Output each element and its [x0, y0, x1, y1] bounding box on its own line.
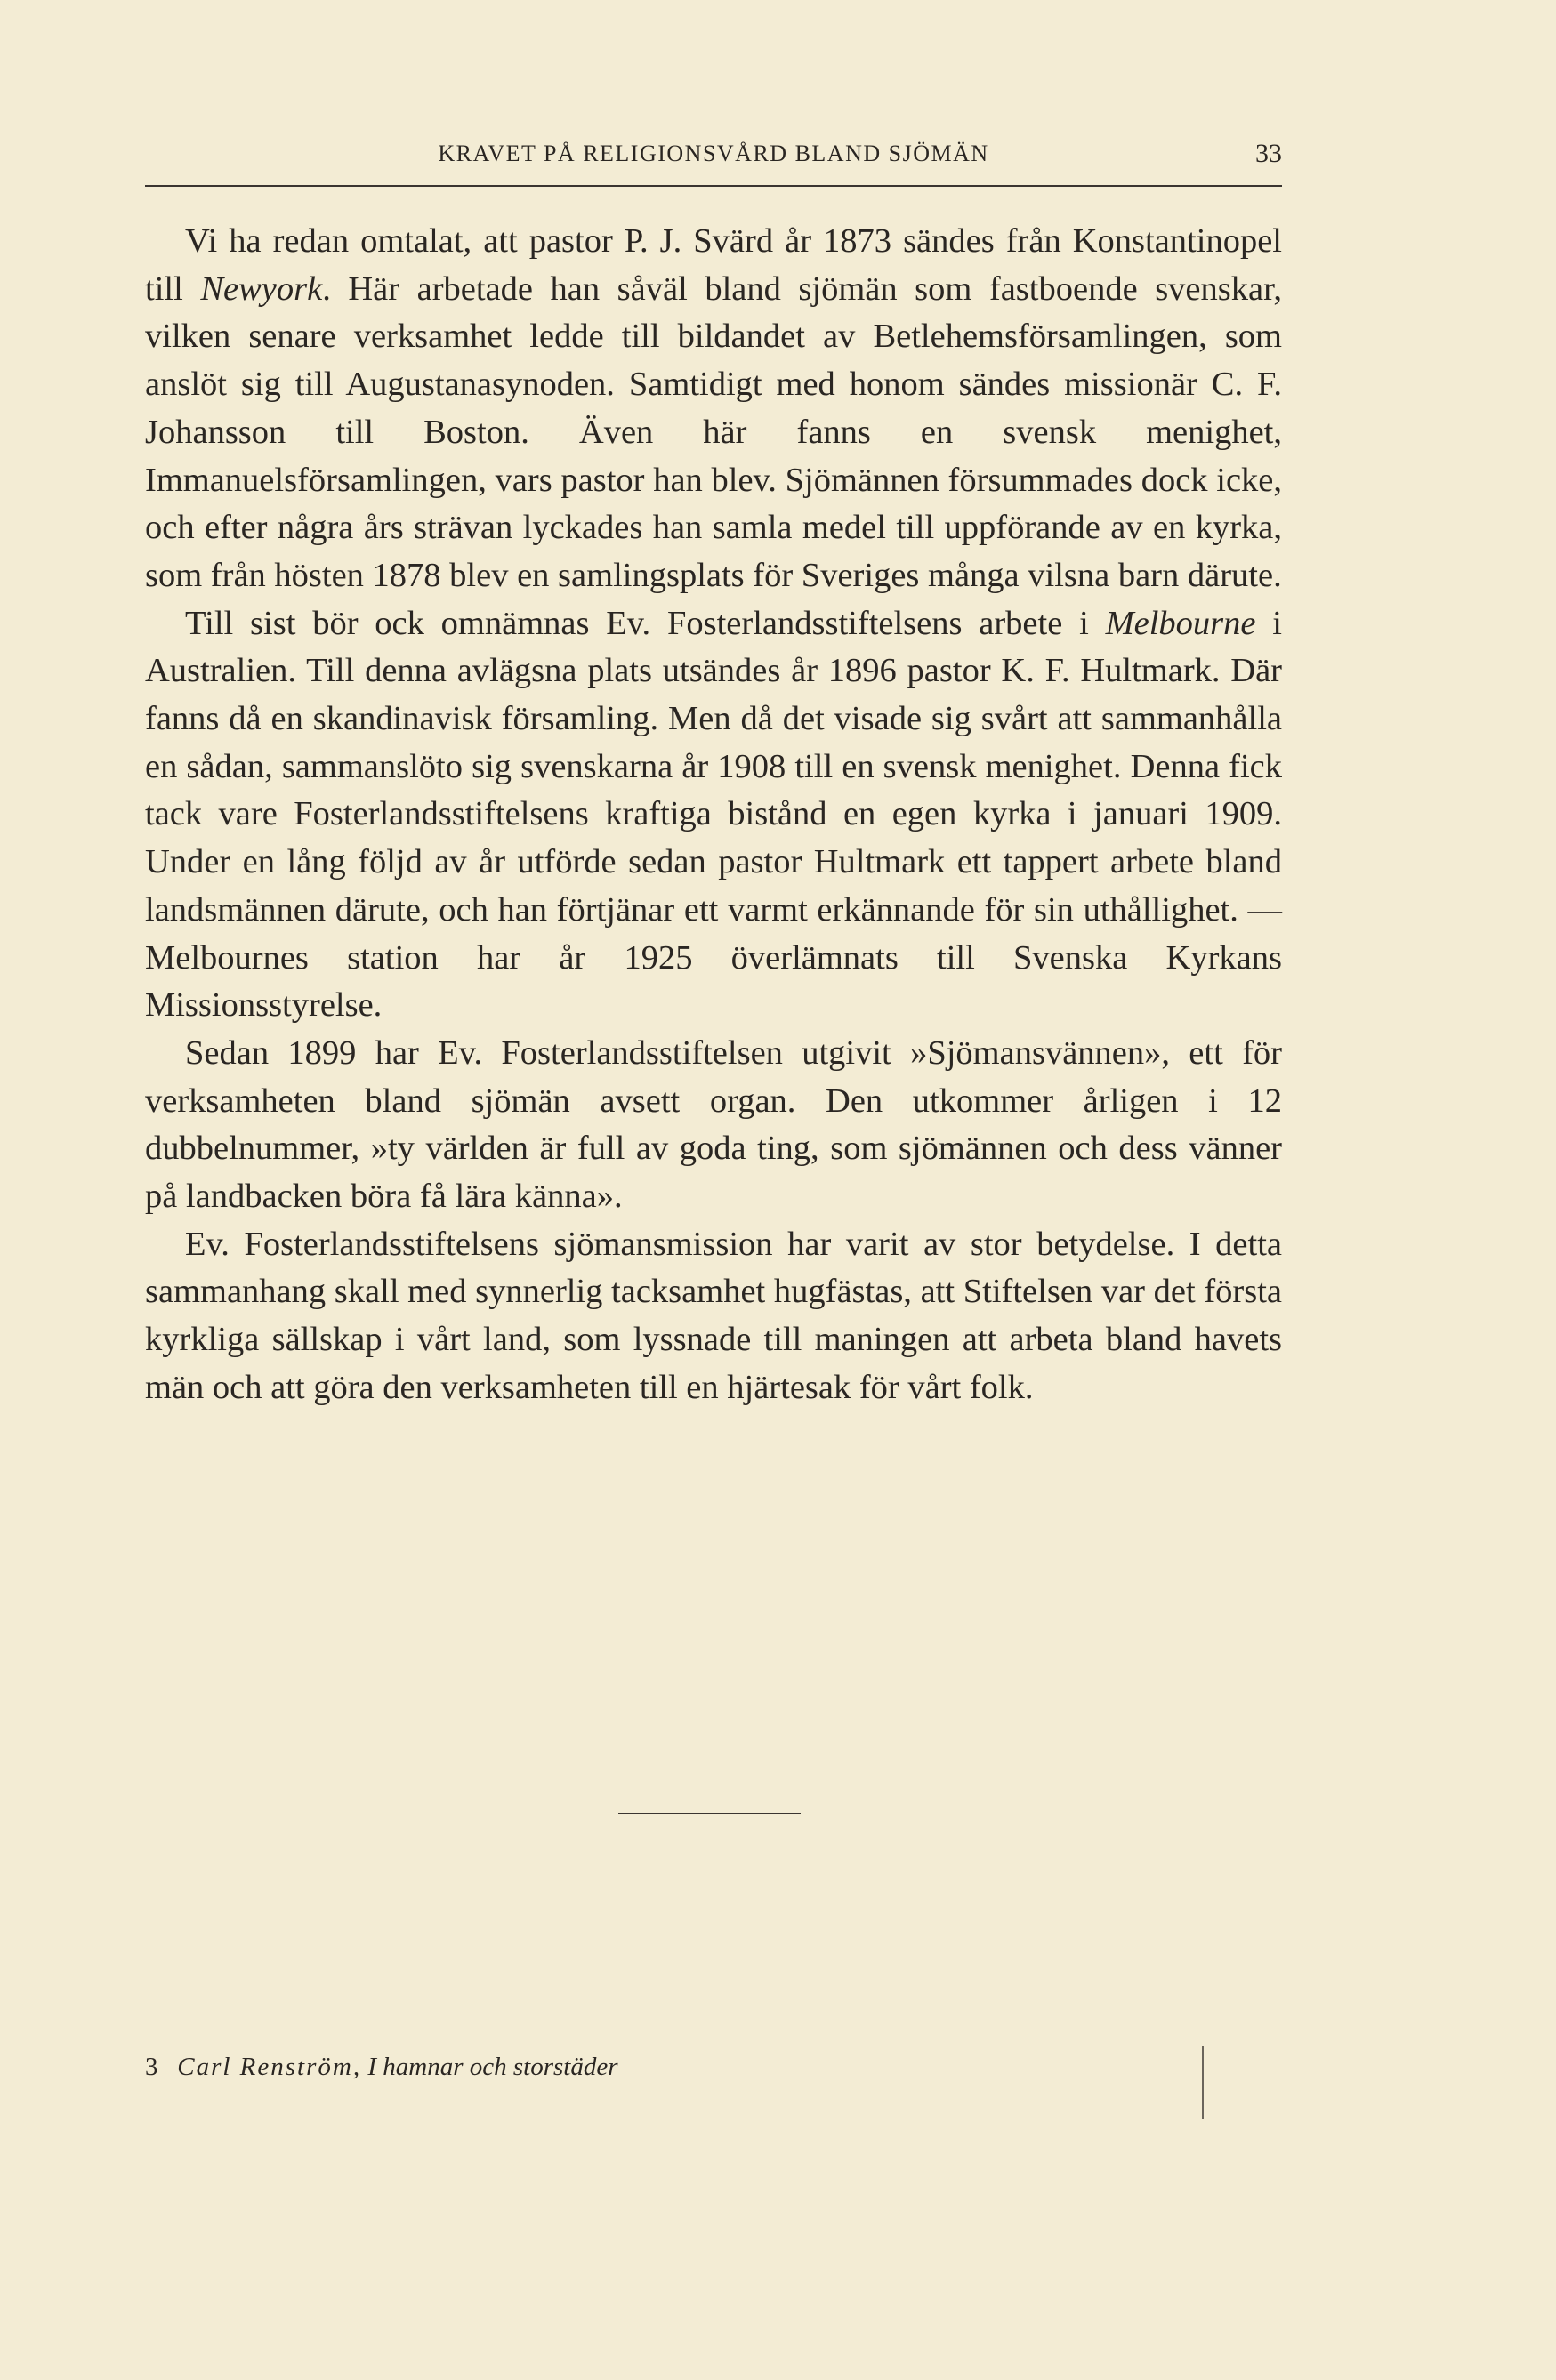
footnote [145, 2053, 617, 2082]
margin-line-mark [1202, 2046, 1204, 2119]
header-rule [145, 185, 1282, 187]
running-head [145, 135, 1282, 180]
paragraph-2-text-b: i Australien. Till denna avlägsna plats utsändes år 1896 pastor K. F. Hultmark. Där fanns då en skandinavisk församling. Men då det visade sig svårt att sammanhålla en sådan, sammanslöto sig svenskarna år 1908 till en svensk menighet. Denna fick tack vare Fosterlandsstiftelsens kraftiga bistånd en egen kyrka i januari 1909. Under en lång följd av år utförde sedan pastor Hultmark ett tappert arbete bland landsmännen därute, och han förtjänar ett varmt erkännande för sin uthållighet. — Melbournes station har år 1925 överlämnats till Svenska Kyrkans Missionsstyrelse. [145, 604, 1282, 1025]
paragraph-4: Ev. Fosterlandsstiftelsens sjömansmission har varit av stor betydelse. I detta sammanhang skall med synnerlig tacksamhet hugfästas, att Stiftelsen var det första kyrkliga sällskap i vårt land, som lyssnade till maningen att arbeta bland havets män och att göra den verksamheten till en hjärtesak för vårt folk. [145, 1225, 1282, 1406]
paragraph-1-text-b: . Här arbetade han såväl bland sjömän som fastboende svenskar, vilken senare verksamhet ledde till bildandet av Betlehemsförsamlingen, som anslöt sig till Augustanasynoden. Samtidigt med honom sändes missionär C. F. Johansson till Boston. Även här fanns en svensk menighet, Immanuelsförsamlingen, vars pastor han blev. Sjömännen försummades dock icke, och efter några års strävan lyckades han samla medel till uppförande av en kyrka, som från hösten 1878 blev en samlingsplats för Sveriges många vilsna barn därute. [145, 269, 1282, 594]
paragraph-1-italic-place: Newyork [200, 269, 323, 308]
running-title: KRAVET PÅ RELIGIONSVÅRD BLAND SJÖMÄN [438, 141, 989, 166]
footnote-author: Carl Renström, [177, 2053, 362, 2081]
paragraph-1 [145, 218, 1282, 600]
page-number: 33 [1255, 139, 1282, 168]
paragraph-2 [145, 600, 1282, 1030]
paragraph-1-text-a: Vi ha redan omtalat, att pastor P. J. Svärd år 1873 sändes från Konstantinopel till [145, 222, 1282, 308]
footnote-number: 3 [145, 2053, 158, 2081]
footnote-title: I hamnar och storstäder [367, 2053, 618, 2081]
paragraph-3: Sedan 1899 har Ev. Fosterlandsstiftelsen utgivit »Sjömansvännen», ett för verksamheten bland sjömän avsett organ. Den utkommer årligen i 12 dubbelnummer, »ty världen är full av goda ting, som sjömännen och dess vänner på landbacken böra få lära känna». [145, 1033, 1282, 1216]
section-divider [618, 1813, 801, 1814]
body-text [145, 218, 1282, 1412]
paragraph-2-italic-place: Melbourne [1105, 604, 1256, 642]
paragraph-2-text-a: Till sist bör ock omnämnas Ev. Fosterlandsstiftelsens arbete i [185, 604, 1106, 642]
